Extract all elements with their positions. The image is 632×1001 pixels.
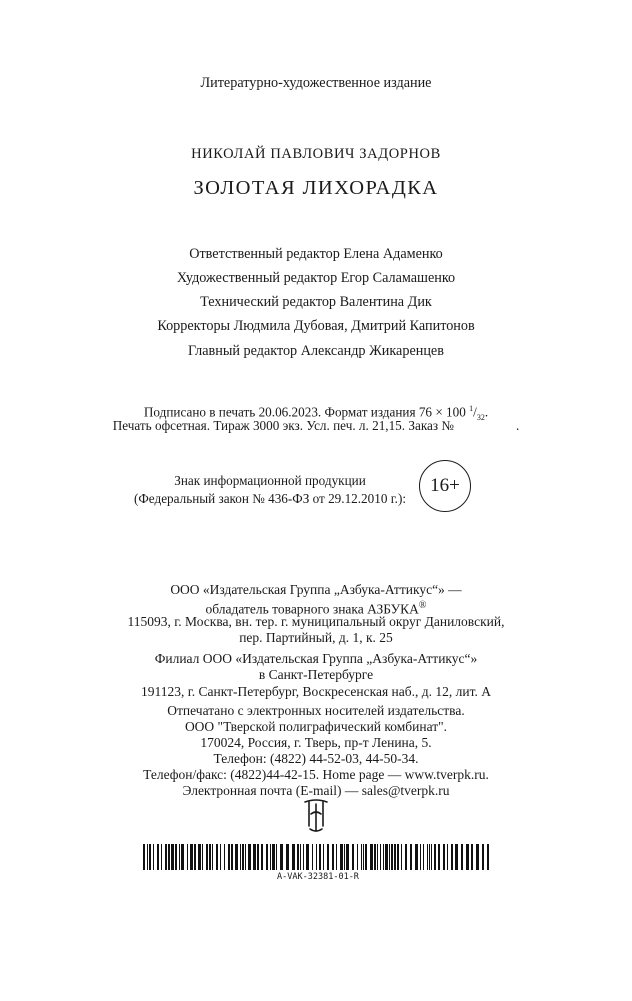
registered-mark: ® <box>418 600 427 611</box>
monogram-logo-icon <box>298 796 334 834</box>
format-numerator: 1 <box>469 404 474 413</box>
printer-line-3: 170024, Россия, г. Тверь, пр-т Ленина, 5. <box>200 735 432 750</box>
credit-chief-editor: Главный редактор Александр Жикаренцев <box>188 343 444 359</box>
print-info-order-end: . <box>515 418 520 433</box>
publisher-address-1: 115093, г. Москва, вн. тер. г. муниципальный округ Даниловский, <box>127 614 505 629</box>
credit-responsible-editor: Ответственный редактор Елена Адаменко <box>189 246 443 262</box>
branch-address: 191123, г. Санкт-Петербург, Воскресенская наб., д. 12, лит. А <box>141 684 491 699</box>
age-rating-text: 16+ <box>430 475 460 496</box>
format-denominator: 32 <box>476 413 485 423</box>
barcode <box>143 844 493 870</box>
author-name: НИКОЛАЙ ПАВЛОВИЧ ЗАДОРНОВ <box>191 146 441 162</box>
edition-type: Литературно-художественное издание <box>200 75 432 91</box>
credit-art-editor: Художественный редактор Егор Саламашенко <box>176 270 456 286</box>
printer-line-6: Электронная почта (E-mail) — sales@tverpk.ru <box>182 783 450 798</box>
format-end: . <box>484 404 489 420</box>
info-sign-law: (Федеральный закон № 436-ФЗ от 29.12.2010 г.): <box>134 491 406 506</box>
book-title: ЗОЛОТАЯ ЛИХОРАДКА <box>193 177 439 199</box>
format-slash: / <box>473 404 477 420</box>
branch-line-1: Филиал ООО «Издательская Группа „Азбука-Аттикус“» <box>154 651 478 666</box>
publisher-address-2: пер. Партийный, д. 1, к. 25 <box>239 630 393 645</box>
age-rating-badge <box>419 460 471 512</box>
printer-line-4: Телефон: (4822) 44-52-03, 44-50-34. <box>213 751 419 766</box>
info-sign-label: Знак информационной продукции <box>174 473 366 488</box>
print-info-text: Подписано в печать 20.06.2023. Формат издания 76 × 100 <box>143 404 470 420</box>
print-info-line-2 <box>0 418 632 434</box>
credit-proofreaders: Корректоры Людмила Дубовая, Дмитрий Капитонов <box>157 318 475 334</box>
branch-line-2: в Санкт-Петербурге <box>258 667 374 682</box>
printer-line-5: Телефон/факс: (4822)44-42-15. Home page — www.tverpk.ru. <box>143 767 489 782</box>
printer-line-2: ООО "Тверской полиграфический комбинат". <box>184 719 448 734</box>
printer-line-1: Отпечатано с электронных носителей издательства. <box>167 703 465 718</box>
credit-technical-editor: Технический редактор Валентина Дик <box>200 294 432 310</box>
print-info-order: Печать офсетная. Тираж 3000 экз. Усл. печ. л. 21,15. Заказ № <box>112 418 454 433</box>
publisher-trademark-text: обладатель товарного знака АЗБУКА <box>205 601 419 617</box>
publisher-line-1: ООО «Издательская Группа „Азбука-Аттикус“» — <box>170 582 462 597</box>
barcode-number: A-VAK-32381-01-R <box>277 872 359 882</box>
